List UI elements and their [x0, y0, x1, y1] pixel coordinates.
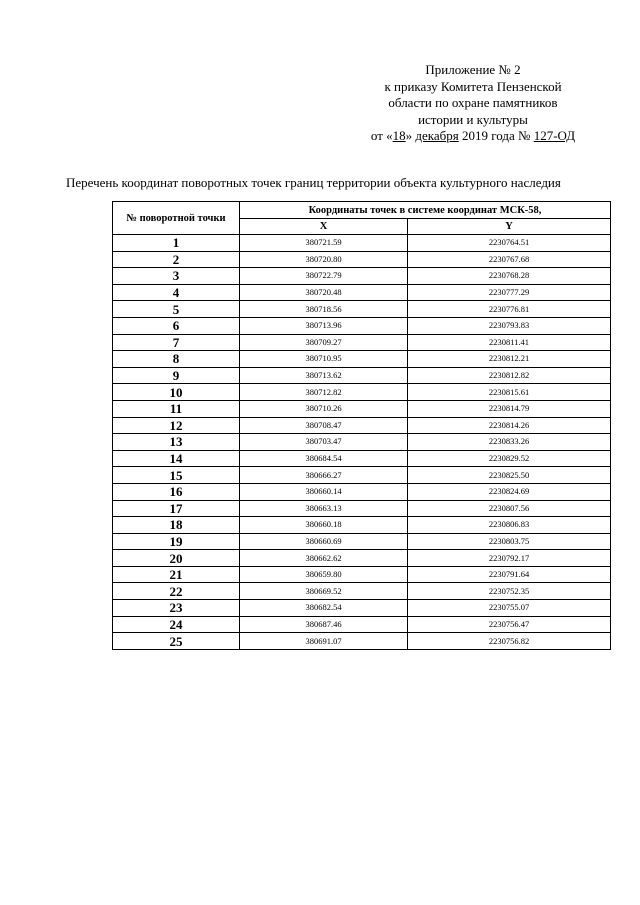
y-coordinate-cell: 2230833.26 — [408, 434, 611, 451]
y-coordinate-cell: 2230776.81 — [408, 301, 611, 318]
table-row — [113, 450, 611, 467]
point-number-cell: 23 — [113, 600, 240, 617]
point-number-cell: 20 — [113, 550, 240, 567]
x-coordinate-cell: 380660.69 — [240, 533, 408, 550]
x-coordinate-cell: 380684.54 — [240, 450, 408, 467]
y-coordinate-cell: 2230814.79 — [408, 400, 611, 417]
point-number-cell: 3 — [113, 268, 240, 285]
y-coordinate-cell: 2230764.51 — [408, 235, 611, 252]
point-number-cell: 18 — [113, 517, 240, 534]
y-coordinate-cell: 2230807.56 — [408, 500, 611, 517]
x-coordinate-cell: 380712.82 — [240, 384, 408, 401]
table-row — [113, 301, 611, 318]
point-number-cell: 6 — [113, 317, 240, 334]
point-number-cell: 17 — [113, 500, 240, 517]
point-number-cell: 9 — [113, 367, 240, 384]
x-coordinate-cell: 380720.48 — [240, 284, 408, 301]
header-coordinate-system: Координаты точек в системе координат МСК-58, — [240, 202, 611, 219]
point-number-cell: 25 — [113, 633, 240, 650]
y-coordinate-cell: 2230777.29 — [408, 284, 611, 301]
y-coordinate-cell: 2230824.69 — [408, 483, 611, 500]
x-coordinate-cell: 380709.27 — [240, 334, 408, 351]
table-row — [113, 384, 611, 401]
point-number-cell: 15 — [113, 467, 240, 484]
date-mid1: » — [405, 128, 416, 144]
point-number-cell: 19 — [113, 533, 240, 550]
point-number-cell: 10 — [113, 384, 240, 401]
y-coordinate-cell: 2230755.07 — [408, 600, 611, 617]
header-x: X — [240, 219, 408, 235]
y-coordinate-cell: 2230793.83 — [408, 317, 611, 334]
table-row — [113, 517, 611, 534]
y-coordinate-cell: 2230756.47 — [408, 616, 611, 633]
table-row — [113, 400, 611, 417]
x-coordinate-cell: 380713.96 — [240, 317, 408, 334]
table-row — [113, 317, 611, 334]
point-number-cell: 13 — [113, 434, 240, 451]
table-row — [113, 550, 611, 567]
table-row — [113, 367, 611, 384]
y-coordinate-cell: 2230768.28 — [408, 268, 611, 285]
date-month: декабря — [415, 128, 459, 144]
annex-committee-cont: истории и культуры — [418, 111, 528, 127]
point-number-cell: 21 — [113, 566, 240, 583]
coordinates-table — [112, 201, 611, 650]
date-prefix: от « — [370, 128, 393, 144]
point-number-cell: 2 — [113, 251, 240, 268]
y-coordinate-cell: 2230791.64 — [408, 566, 611, 583]
y-coordinate-cell: 2230812.82 — [408, 367, 611, 384]
y-coordinate-cell: 2230756.82 — [408, 633, 611, 650]
table-row — [113, 616, 611, 633]
order-number: 127-ОД — [533, 128, 576, 144]
point-number-cell: 11 — [113, 400, 240, 417]
x-coordinate-cell: 380659.80 — [240, 566, 408, 583]
table-row — [113, 334, 611, 351]
table-row — [113, 566, 611, 583]
point-number-cell: 12 — [113, 417, 240, 434]
y-coordinate-cell: 2230767.68 — [408, 251, 611, 268]
document-title: Перечень координат поворотных точек границ территории объекта культурного наследия — [66, 175, 561, 190]
y-coordinate-cell: 2230806.83 — [408, 517, 611, 534]
y-coordinate-cell: 2230752.35 — [408, 583, 611, 600]
y-coordinate-cell: 2230815.61 — [408, 384, 611, 401]
x-coordinate-cell: 380720.80 — [240, 251, 408, 268]
x-coordinate-cell: 380691.07 — [240, 633, 408, 650]
x-coordinate-cell: 380660.14 — [240, 483, 408, 500]
table-row — [113, 500, 611, 517]
point-number-cell: 4 — [113, 284, 240, 301]
table-row — [113, 417, 611, 434]
x-coordinate-cell: 380721.59 — [240, 235, 408, 252]
table-row — [113, 434, 611, 451]
table-row — [113, 600, 611, 617]
point-number-cell: 5 — [113, 301, 240, 318]
table-row — [113, 583, 611, 600]
table-row — [113, 235, 611, 252]
table-row — [113, 351, 611, 368]
y-coordinate-cell: 2230814.26 — [408, 417, 611, 434]
y-coordinate-cell: 2230803.75 — [408, 533, 611, 550]
header-point-number: № поворотной точки — [113, 202, 240, 235]
x-coordinate-cell: 380666.27 — [240, 467, 408, 484]
header-y: Y — [408, 219, 611, 235]
table-row — [113, 633, 611, 650]
table-row — [113, 268, 611, 285]
x-coordinate-cell: 380703.47 — [240, 434, 408, 451]
x-coordinate-cell: 380722.79 — [240, 268, 408, 285]
x-coordinate-cell: 380682.54 — [240, 600, 408, 617]
table-row — [113, 467, 611, 484]
date-day: 18 — [392, 128, 406, 144]
y-coordinate-cell: 2230829.52 — [408, 450, 611, 467]
table-row — [113, 483, 611, 500]
point-number-cell: 22 — [113, 583, 240, 600]
annex-title: Приложение № 2 — [425, 62, 521, 77]
annex-order-ref: к приказу Комитета Пензенской — [384, 78, 562, 94]
x-coordinate-cell: 380713.62 — [240, 367, 408, 384]
x-coordinate-cell: 380669.52 — [240, 583, 408, 600]
point-number-cell: 7 — [113, 334, 240, 351]
table-row — [113, 533, 611, 550]
point-number-cell: 24 — [113, 616, 240, 633]
x-coordinate-cell: 380718.56 — [240, 301, 408, 318]
y-coordinate-cell: 2230792.17 — [408, 550, 611, 567]
point-number-cell: 16 — [113, 483, 240, 500]
y-coordinate-cell: 2230812.21 — [408, 351, 611, 368]
x-coordinate-cell: 380708.47 — [240, 417, 408, 434]
point-number-cell: 1 — [113, 235, 240, 252]
annex-header — [338, 62, 608, 145]
y-coordinate-cell: 2230825.50 — [408, 467, 611, 484]
x-coordinate-cell: 380663.13 — [240, 500, 408, 517]
date-mid2: 2019 года № — [458, 128, 534, 144]
x-coordinate-cell: 380687.46 — [240, 616, 408, 633]
point-number-cell: 14 — [113, 450, 240, 467]
annex-date-line — [338, 128, 608, 145]
y-coordinate-cell: 2230811.41 — [408, 334, 611, 351]
table-row — [113, 251, 611, 268]
x-coordinate-cell: 380710.95 — [240, 351, 408, 368]
table-row — [113, 284, 611, 301]
x-coordinate-cell: 380660.18 — [240, 517, 408, 534]
annex-committee: области по охране памятников — [388, 95, 558, 111]
x-coordinate-cell: 380710.26 — [240, 400, 408, 417]
point-number-cell: 8 — [113, 351, 240, 368]
x-coordinate-cell: 380662.62 — [240, 550, 408, 567]
